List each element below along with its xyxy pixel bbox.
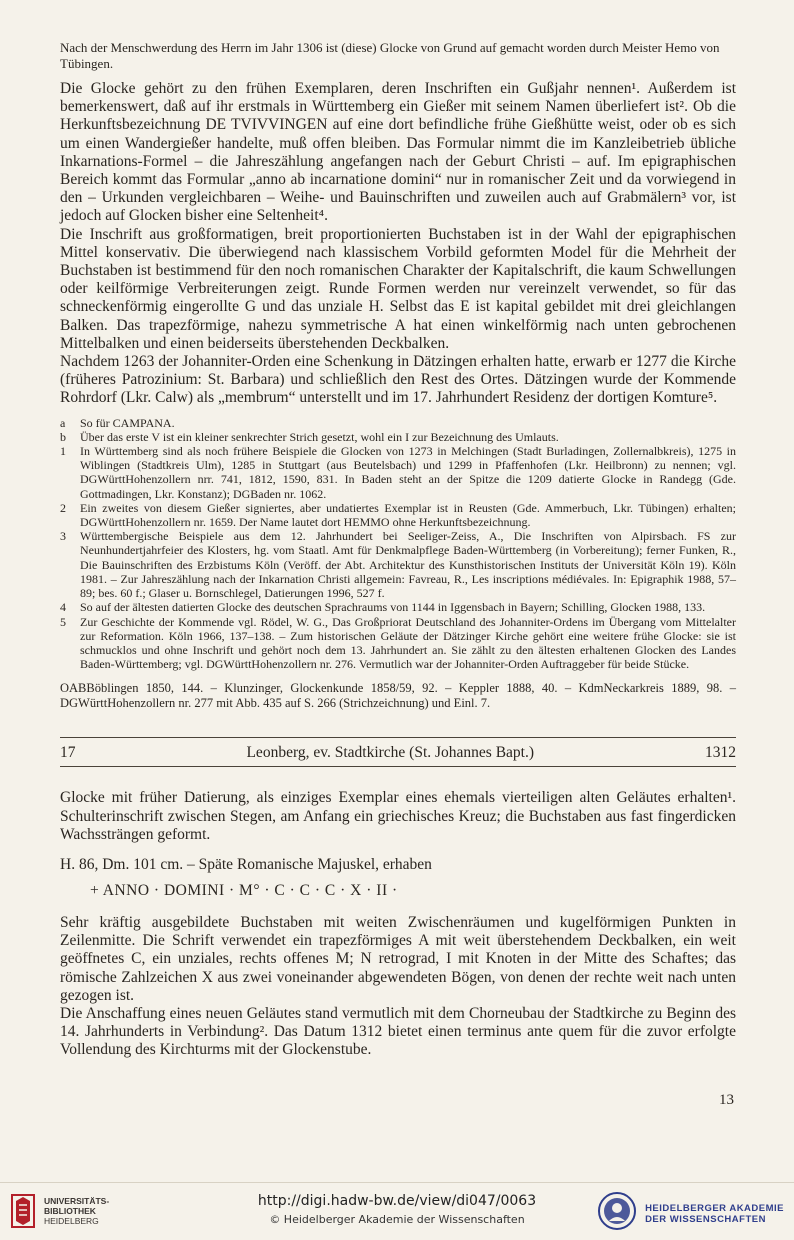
ub-logo-icon [10,1191,36,1231]
entry-description [60,789,736,844]
footnote-key: b [60,429,66,444]
entry-header [60,737,736,767]
footnote [60,416,736,430]
footnote [60,501,736,529]
footnote [60,430,736,444]
footer [0,1182,794,1240]
hadw-logo-line: DER WISSENSCHAFTEN [645,1213,766,1225]
footnote-key: 5 [60,614,66,629]
commentary [60,80,736,408]
footnote-key: 4 [60,600,66,615]
commentary-paragraph-2: Die Inschrift aus großformatigen, breit proportionierten Buchstaben ist in der Wahl der epigraphischen Mittel konservativ. Die überwiegend nach klassischem Vorbild geformten Model für die Mehrheit der Buchstaben ist bestimmend für den noch romanischen Charakter der Kapitalschrift, die kaum Schwellungen oder keilförmige Verbreiterungen zeigt. Runde Formen werden nur vereinzelt verwendet, so für das schneckenförmig eingerollte G und das unziale H. Selbst das E ist kapital gebildet mit drei gleichlangen Balken. Das trapezförmige, nahezu symmetrische A hat einen winkelförmig nach unten gebrochenen Mittelbalken und einen beiderseits überstehenden Deckbalken. [60,225,736,352]
entry-intro: Glocke mit früher Datierung, als einziges Exemplar eines ehemals vierteiligen alten Geläutes erhalten¹. Schulterinschrift zwischen Stegen, am Anfang ein griechisches Kreuz; die Buchstaben aus fast fingerdicken Wachssträngen geformt. [60,789,736,843]
entry-year: 1312 [705,744,736,762]
footnote-text: In Württemberg sind als noch frühere Beispiele die Glocken von 1273 in Melchingen (Stadt Burladingen, Zollernalbkreis), 1275 in Wiblingen (Stadtkreis Ulm), 1285 in Stuttgart (aus Beutelsbach) und 1299 in Pfaffenhofen (Lkr. Heilbronn) zu nennen; vgl. DGWürttHohenzollern nrr. 741, 1812, 1590, 831. In Baden steht an der Spitze die 1209 datierte Glocke in Randegg (Gde. Gottmadingen, Lkr. Konstanz); DGBaden nr. 1062. [80,444,736,501]
footnote-key: 3 [60,529,66,544]
entry-meta: H. 86, Dm. 101 cm. – Späte Romanische Majuskel, erhaben [60,855,432,873]
footnote-text: Württembergische Beispiele aus dem 12. Jahrhundert bei Seeliger-Zeiss, A., Die Inschriften von Alpirsbach. FS zur Neunhundertjahrfeier des Klosters, hg. vom Staatl. Amt für Denkmalpflege Baden-Württemberg (in Vorbereitung); ferner Funken, R., Die Bauinschriften des Erzbistums Köln (Veröff. der Abt. Architektur des Kunsthistorischen Instituts der Universität Köln 19). Köln 1981. – Zur Jahreszählung nach der Inkarnation Christi allgemein: Favreau, R., Les inscriptions médiévales. In: Epigraphik 1988, 57–89; bes. 60 f.; Glaser u. Bornschlegel, Datierungen 1996, 527 f. [80,529,736,601]
footnotes [60,416,736,672]
ub-logo-line: UNIVERSITÄTS- [44,1196,110,1206]
inscription-text: + ANNO · DOMINI · M° · C · C · C · X · II · [90,881,398,899]
page-content [60,40,736,1060]
footnote [60,615,736,672]
footnote-text: Über das erste V ist ein kleiner senkrechter Strich gesetzt, wohl ein I zur Bezeichnung des Umlauts. [80,429,559,444]
ub-logo-line: HEIDELBERG [44,1216,99,1226]
hadw-logo[interactable] [597,1191,784,1236]
entry-title: Leonberg, ev. Stadtkirche (St. Johannes Bapt.) [246,744,535,762]
footnote [60,444,736,501]
permalink-url[interactable]: http://digi.hadw-bw.de/view/di047/0063 [257,1193,537,1209]
footnote-key: 2 [60,500,66,515]
entry-paragraph-1: Sehr kräftig ausgebildete Buchstaben mit weiten Zwischenräumen und kugelförmigen Punkten in Zeilenmitte. Die Schrift verwendet ein trapezförmiges A mit weit überstehendem Deckbalken, ein weit geöffnetes C, ein unziales, rechts offenes M; N retrograd, I mit Knoten in der Mitte des Schaftes; das römische Zahlzeichen X aus zwei voneinander abgewendeten Bögen, von denen der rechte weit nach unten gezogen ist. [60,913,736,1004]
footnote-key: a [60,415,66,430]
translation-intro: Nach der Menschwerdung des Herrn im Jahr 1306 ist (diese) Glocke von Grund auf gemacht worden durch Meister Hemo von Tübingen. [60,40,720,71]
hadw-logo-line: HEIDELBERGER AKADEMIE [645,1202,784,1214]
footnote-text: So auf der ältesten datierten Glocke des deutschen Sprachraums von 1144 in Iggensbach in Bayern; Schilling, Glocken 1988, 133. [80,600,706,615]
entry-number: 17 [60,744,76,762]
page-number: 13 [719,1092,734,1108]
commentary-paragraph-1: Die Glocke gehört zu den frühen Exemplaren, deren Inschriften ein Gußjahr nennen¹. Außerdem ist bemerkenswert, daß auf ihr erstmals in Württemberg ein Gießer mit seinem Namen überliefert ist². Ob die Herkunftsbezeichnung DE TVIVVINGEN auf eine dort befindliche frühe Gießhütte weist, oder ob es sich um einen Wandergießer handelte, muß offen bleiben. Das Formular nimmt die im Kanzleibetrieb übliche Inkarnations-Formel – die Jahreszählung angefangen nach der Geburt Christi – auf. Im epigraphischen Bereich kommt das Formular „anno ab incarnatione domini“ nur in romanischer Zeit und da vorwiegend in den – Urkunden vergleichbaren – Weihe- und Bauinschriften und zuweilen auch auf Grabmälern³ vor, ist jedoch auf Glocken bisher eine Seltenheit⁴. [60,80,736,225]
commentary-paragraph-3: Nachdem 1263 der Johanniter-Orden eine Schenkung in Dätzingen erhalten hatte, erwarb er 1277 die Kirche (früheres Patrozinium: St. Barbara) und schließlich den Rest des Ortes. Dätzingen wurde der Kommende Rohrdorf (Lkr. Calw) als „membrum“ unterstellt und im 17. Jahrhundert Residenz der dortigen Komture⁵. [60,353,736,407]
ub-heidelberg-logo[interactable] [10,1191,109,1231]
ub-logo-line: BIBLIOTHEK [44,1206,96,1216]
bibliography: OABBöblingen 1850, 144. – Klunzinger, Glockenkunde 1858/59, 92. – Keppler 1888, 40. – KdmNeckarkreis 1889, 98. – DGWürttHohenzollern nr. 277 mit Abb. 435 auf S. 266 (Strichzeichnung) und Einl. 7. [60,681,736,711]
footnote-text: So für CAMPANA. [80,415,175,430]
footnote-text: Ein zweites von diesem Gießer signiertes, aber undatiertes Exemplar ist in Reusten (Gde. Ammerbuch, Lkr. Tübingen) erhalten; DGWürttHohenzollern nr. 1659. Der Name lautet dort HEMMO ohne Herkunftsbezeichnung. [80,500,736,530]
footer-center [200,1193,594,1226]
hadw-seal-icon [597,1191,637,1236]
footnote [60,529,736,600]
copyright-text: © Heidelberger Akademie der Wissenschaften [269,1213,525,1226]
entry-paragraph-2: Die Anschaffung eines neuen Geläutes stand vermutlich mit dem Chorneubau der Stadtkirche zu Beginn des 14. Jahrhunderts in Verbindung². Das Datum 1312 bietet einen terminus ante quem für die zuvor erfolgte Vollendung des Kirchturms mit der Glockenstube. [60,1004,736,1059]
entry-commentary [60,914,736,1060]
footnote-key: 1 [60,444,66,459]
footnote-text: Zur Geschichte der Kommende vgl. Rödel, W. G., Das Großpriorat Deutschland des Johanniter-Ordens im Übergang vom Mittelalter zur Reformation. Köln 1966, 137–138. – Zum historischen Geläute der Dätzinger Kirche gehört eine weitere frühe Glocke: sie ist schmucklos und ohne Inschrift und gehört noch dem 13. Jahrhundert an. Sie zählt zu den ältesten erhaltenen Glocken des Landes Baden-Württemberg; vgl. DGWürttHohenzollern nr. 276. Vermutlich war der Johanniter-Orden Auftraggeber für beide Stücke. [80,614,736,672]
footnote [60,600,736,614]
